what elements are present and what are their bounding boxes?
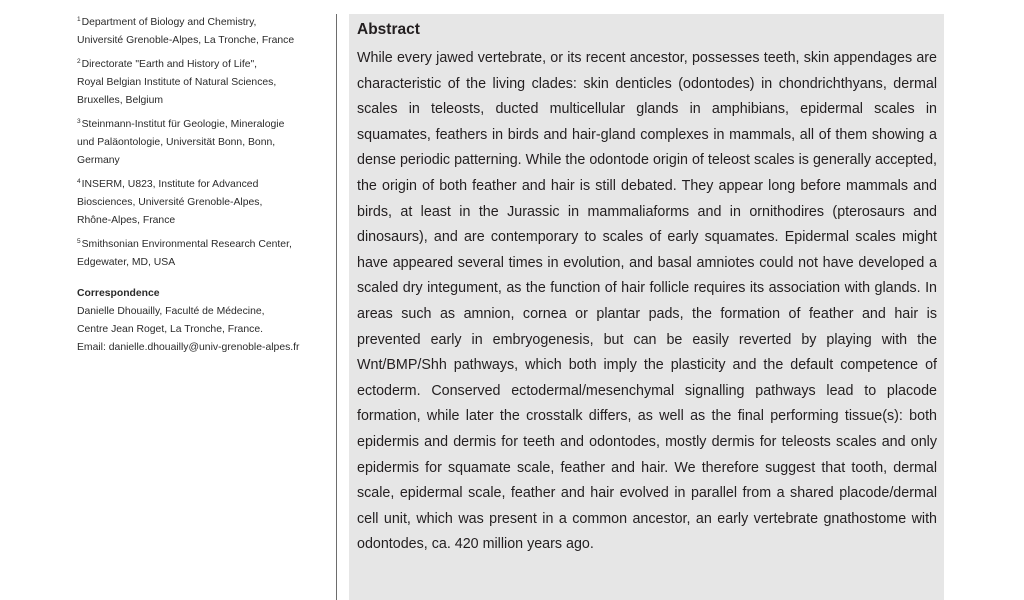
abstract-box	[349, 14, 944, 600]
affiliation-5	[77, 236, 332, 272]
affiliation-number: 2	[77, 58, 81, 65]
affiliation-line: Rhône-Alpes, France	[77, 215, 176, 226]
affiliation-line: und Paläontologie, Universität Bonn, Bonn,	[77, 137, 276, 148]
affiliation-3	[77, 116, 332, 170]
correspondence-line: Centre Jean Roget, La Tronche, France.	[77, 324, 263, 335]
correspondence-line: Danielle Dhouailly, Faculté de Médecine,	[77, 306, 265, 317]
affiliation-line: Directorate "Earth and History of Life",	[81, 59, 258, 70]
affiliation-line: Université Grenoble-Alpes, La Tronche, France	[77, 35, 295, 46]
affiliation-1	[77, 14, 332, 50]
correspondence-email: Email: danielle.dhouailly@univ-grenoble-alpes.fr	[77, 342, 300, 353]
abstract-text: While every jawed vertebrate, or its recent ancestor, possesses teeth, skin appendages are characteristic of the living clades: skin denticles (odontodes) in chondrichthyans, dermal scales in teleosts, ducted multicellular glands in amphibians, epidermal scales in squamates, feathers in birds and hair-gland complexes in mammals, all of them showing a dense periodic patterning. While the odontode origin of teleost scales is generally accepted, the origin of both feather and hair is still debated. They appear long before mammals and birds, at least in the Jurassic in mammaliaforms and in ornithodires (pterosaurs and dinosaurs), and are contemporary to scales of early squamates. Epidermal scales might have appeared several times in evolution, and basal amniotes could not have developed a scaled dry integument, as the function of hair follicle requires its association with glands. In areas such as amnion, cornea or plantar pads, the formation of feather and hair is prevented early in embryogenesis, but can be easily reverted by playing with the Wnt/BMP/Shh pathways, which both imply the plasticity and the default competence of ectoderm. Conserved ectodermal/mesenchymal signalling pathways lead to placode formation, while later the crosstalk differs, as well as the final performing tissue(s): both epidermis and dermis for teeth and odontodes, mostly dermis for teleosts scales and only epidermis for squamate scale, feather and hair. We therefore suggest that tooth, dermal scale, epidermal scale, feather and hair evolved in parallel from a shared placode/dermal cell unit, which was present in a common ancestor, an early vertebrate gnathostome with odontodes, ca. 420 million years ago.	[357, 50, 937, 553]
affiliation-number: 3	[77, 118, 81, 125]
affiliation-line: Steinmann-Institut für Geologie, Mineralogie	[81, 119, 285, 130]
affiliation-4	[77, 176, 332, 230]
affiliation-line: Department of Biology and Chemistry,	[81, 17, 257, 28]
column-divider	[336, 14, 337, 600]
affiliation-line: Bruxelles, Belgium	[77, 95, 164, 106]
affiliation-number: 1	[77, 16, 81, 23]
affiliation-line: Biosciences, Université Grenoble-Alpes,	[77, 197, 263, 208]
affiliations-column	[77, 14, 332, 357]
affiliation-number: 5	[77, 238, 81, 245]
correspondence-heading: Correspondence	[77, 288, 160, 299]
abstract-title: Abstract	[357, 21, 420, 38]
affiliation-number: 4	[77, 178, 81, 185]
affiliation-line: INSERM, U823, Institute for Advanced	[81, 179, 259, 190]
affiliation-line: Royal Belgian Institute of Natural Sciences,	[77, 77, 277, 88]
correspondence-block	[77, 285, 332, 357]
affiliation-line: Smithsonian Environmental Research Center,	[81, 239, 292, 250]
affiliation-2	[77, 56, 332, 110]
affiliation-line: Edgewater, MD, USA	[77, 257, 176, 268]
affiliation-line: Germany	[77, 155, 120, 166]
